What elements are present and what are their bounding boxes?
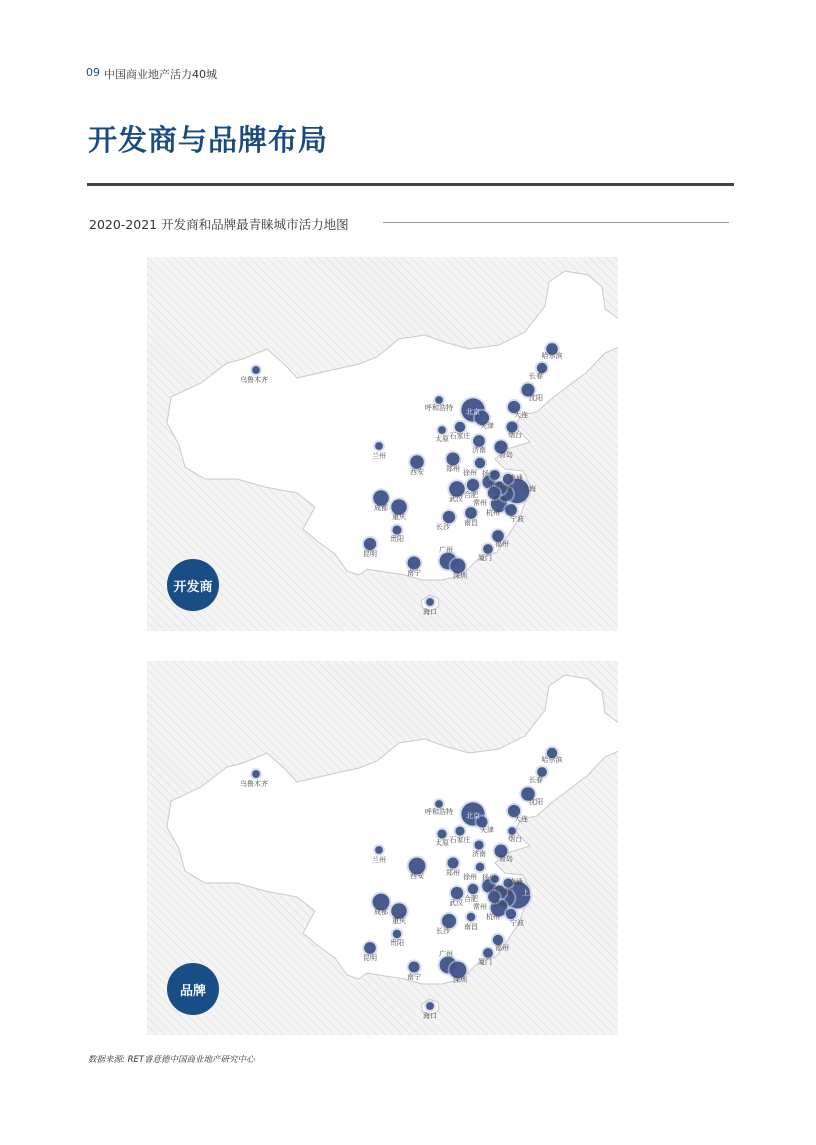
city-label: 南通 [509, 878, 523, 886]
city-bubble [252, 366, 260, 374]
city-label: 宁波 [510, 515, 524, 523]
city-bubble [426, 1002, 434, 1010]
city-label: 北京 [466, 812, 480, 820]
city-bubble [437, 829, 446, 838]
city-label: 重庆 [392, 513, 406, 521]
city-label: 济南 [472, 446, 486, 454]
city-label: 长春 [529, 372, 543, 380]
city-label: 长春 [529, 776, 543, 784]
city-bubble [408, 557, 421, 570]
city-bubble [455, 826, 464, 835]
city-label: 昆明 [363, 550, 377, 558]
data-source: 数据来源: RET睿意德中国商业地产研究中心 [88, 1055, 255, 1065]
city-label: 扬州 [482, 874, 496, 882]
city-label: 徐州 [463, 469, 477, 477]
city-label: 乌鲁木齐 [240, 376, 268, 384]
city-bubble [426, 598, 434, 606]
city-label: 大连 [514, 815, 528, 823]
title-divider [87, 183, 734, 186]
city-label: 无锡 [498, 888, 512, 896]
city-label: 厦门 [478, 958, 492, 966]
city-label: 成都 [374, 504, 388, 512]
city-label: 沈阳 [529, 394, 543, 402]
city-bubble [455, 422, 465, 432]
city-label: 乌鲁木齐 [240, 780, 268, 788]
city-label: 沈阳 [529, 798, 543, 806]
city-label: 西安 [410, 468, 424, 476]
city-bubble [392, 525, 401, 534]
page-number: 09 [86, 66, 100, 79]
city-label: 南昌 [464, 519, 478, 527]
city-label: 深圳 [453, 572, 467, 580]
city-bubble [474, 840, 483, 849]
subtitle-divider [383, 222, 729, 223]
brand-badge: 品牌 [167, 963, 219, 1015]
city-label: 兰州 [372, 452, 386, 460]
city-label: 贵阳 [390, 939, 404, 947]
city-label: 重庆 [392, 917, 406, 925]
city-label: 西安 [410, 872, 424, 880]
city-label: 郑州 [446, 465, 460, 473]
city-label: 海口 [423, 1012, 437, 1020]
city-bubble [508, 827, 516, 835]
city-label: 南京 [488, 885, 502, 893]
city-label: 青岛 [499, 855, 513, 863]
city-bubble [364, 942, 376, 954]
city-bubble [375, 442, 383, 450]
city-bubble [468, 884, 478, 894]
city-bubble [451, 887, 463, 899]
city-label: 昆明 [363, 954, 377, 962]
city-label: 大连 [514, 411, 528, 419]
city-bubble [465, 507, 477, 519]
city-bubble [467, 913, 475, 921]
city-label: 呼和浩特 [425, 808, 453, 816]
city-bubble [435, 396, 443, 404]
city-label: 成都 [374, 908, 388, 916]
city-label: 上海 [522, 485, 536, 493]
city-bubble [447, 453, 460, 466]
city-label: 常州 [473, 499, 487, 507]
city-label: 武汉 [449, 899, 463, 907]
city-label: 苏州 [493, 496, 507, 504]
city-label: 合肥 [464, 491, 478, 499]
china-map [147, 661, 618, 1035]
city-label: 呼和浩特 [425, 404, 453, 412]
city-bubble [438, 426, 446, 434]
city-bubble [475, 458, 485, 468]
city-label: 杭州 [486, 913, 500, 921]
city-label: 徐州 [463, 873, 477, 881]
city-label: 石家庄 [449, 432, 471, 440]
city-label: 苏州 [493, 900, 507, 908]
city-label: 烟台 [508, 431, 522, 439]
report-title: 中国商业地产活力40城 [104, 68, 217, 81]
city-label: 太原 [435, 435, 449, 443]
city-label: 北京 [466, 408, 480, 416]
city-label: 南宁 [407, 973, 421, 981]
city-label: 烟台 [508, 835, 522, 843]
city-label: 福州 [495, 944, 509, 952]
city-label: 宁波 [510, 919, 524, 927]
city-label: 长沙 [436, 927, 450, 935]
city-bubble [467, 479, 479, 491]
city-bubble [483, 544, 493, 554]
city-bubble [252, 770, 260, 778]
city-bubble [408, 961, 419, 972]
city-label: 武汉 [449, 495, 463, 503]
city-label: 天津 [480, 422, 494, 430]
city-bubble [410, 455, 424, 469]
city-bubble [393, 930, 401, 938]
city-label: 杭州 [486, 509, 500, 517]
brand-map [147, 661, 618, 1035]
city-label: 南通 [509, 474, 523, 482]
city-bubble [435, 800, 443, 808]
city-label: 上海 [522, 889, 536, 897]
city-bubble [476, 863, 484, 871]
city-label: 石家庄 [449, 836, 471, 844]
city-label: 深圳 [453, 976, 467, 984]
city-bubble [375, 846, 383, 854]
city-label: 无锡 [498, 484, 512, 492]
city-label: 哈尔滨 [541, 352, 563, 360]
china-map [147, 257, 618, 631]
city-bubble [506, 909, 516, 919]
city-label: 郑州 [446, 869, 460, 877]
city-label: 福州 [495, 540, 509, 548]
city-label: 兰州 [372, 856, 386, 864]
city-bubble [483, 948, 493, 958]
city-label: 长沙 [436, 523, 450, 531]
city-label: 济南 [472, 850, 486, 858]
city-label: 扬州 [482, 470, 496, 478]
city-label: 广州 [439, 950, 453, 958]
city-bubble [443, 511, 455, 523]
city-bubble [447, 857, 458, 868]
city-label: 南宁 [407, 569, 421, 577]
city-label: 青岛 [499, 451, 513, 459]
map-subtitle: 2020-2021 开发商和品牌最青睐城市活力地图 [89, 217, 349, 232]
city-label: 南昌 [464, 923, 478, 931]
developer-map [147, 257, 618, 631]
city-label: 哈尔滨 [541, 756, 563, 764]
city-bubble [364, 538, 376, 550]
city-label: 厦门 [478, 554, 492, 562]
city-label: 南京 [488, 481, 502, 489]
city-bubble [442, 914, 456, 928]
city-label: 常州 [473, 903, 487, 911]
city-label: 合肥 [464, 895, 478, 903]
city-label: 天津 [480, 826, 494, 834]
city-label: 海口 [423, 608, 437, 616]
city-label: 太原 [435, 839, 449, 847]
section-title: 开发商与品牌布局 [88, 123, 329, 157]
developer-badge: 开发商 [167, 559, 219, 611]
city-label: 贵阳 [390, 535, 404, 543]
city-label: 广州 [439, 546, 453, 554]
